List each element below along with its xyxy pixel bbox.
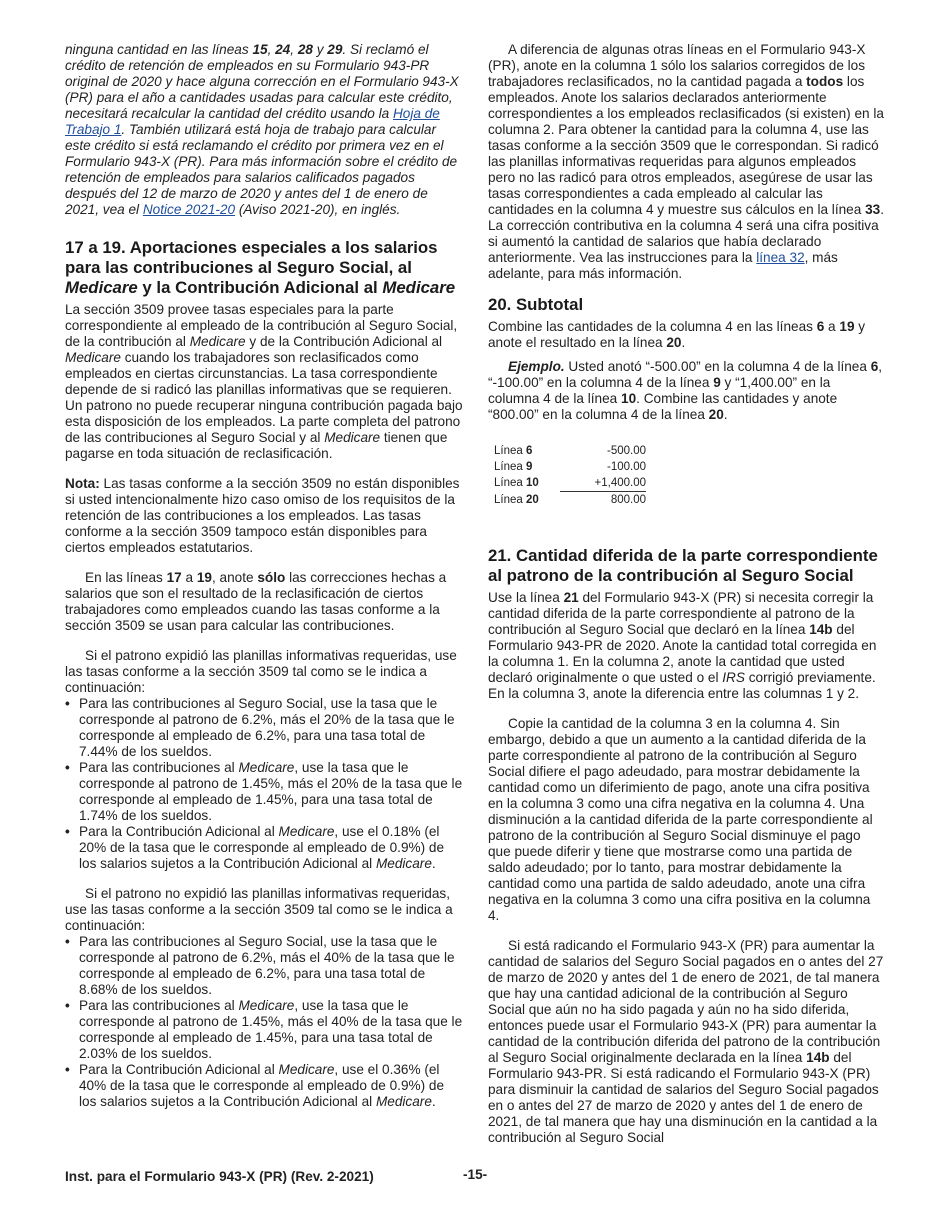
increase-decrease-paragraph: Si está radicando el Formulario 943-X (PR) para aumentar la cantidad de salarios del Seguro Social pagados en o antes del 27 de marzo de 2020 y antes del 1 de enero de 2021, de tal manera que hay una cantidad adicional de la contribución al Seguro Social que aún no ha sido pagada y aún no ha sido diferida, entonces puede usar el Formulario 943-X (PR) para aumentar la cantidad de la contribución diferida del patrono de la contribución al Seguro Social originalmente declarada en la línea 14b del Formulario 943-PR. Si está radicando el Formulario 943-X (PR) para disminuir la cantidad de salarios del Seguro Social pagados en o antes del 27 de marzo de 2020 y antes del 1 de enero de 2021, de tal manera que hay una disminución en la cantidad a la contribución al Seguro Social — [488, 938, 884, 1145]
section-3509-paragraph: La sección 3509 provee tasas especiales para la parte correspondiente al empleado de la contribución al Seguro Social, de la contribución al Medicare y de la Contribución Adicional al Medicare cuando los trabajadores son reclasificados como empleados en ciertas circunstancias. La tasa correspondiente depende de si radicó las planillas informativas que se requieren. Un patrono no puede recuperar ninguna contribución pagada bajo esta disposición de los empleados. La parte completa del patrono de las contribuciones al Seguro Social y al Medicare tienen que pagarse en toda situación de reclasificación. — [65, 302, 463, 461]
list-item: • Para la Contribución Adicional al Medicare, use el 0.36% (el 40% de la tasa que le corresponde al empleado de 0.9%) de los salarios sujetos a la Contribución Adicional al Medicare. — [65, 1062, 465, 1110]
copy-column-paragraph: Copie la cantidad de la columna 3 en la columna 4. Sin embargo, debido a que un aumento a la cantidad diferida de la parte correspondiente al patrono de la contribución al Seguro Social difiere el pago adeudado, para mostrar debidamente la cantidad como un diferimiento de pago, anote una cifra positiva en la columna 3 como una cifra negativa en la columna 4. Una disminución a la cantidad diferida de la parte correspondiente al patrono de la contribución al Seguro Social disminuye el pago que puede diferir y tiene que mostrarse como una partida de saldo adeudado; por lo tanto, para mostrar debidamente la cantidad como una partida de saldo adeudado, anote una cifra negativa en la columna 3 como una cifra positiva en la columna 4. — [488, 716, 873, 923]
reclassified-workers-paragraph: A diferencia de algunas otras líneas en el Formulario 943-X (PR), anote en la columna 1 sólo los salarios corregidos de los trabajadores reclasificados, no la cantidad pagada a todos los empleados. Anote los salarios declarados anteriormente correspondientes a los empleados reclasificados (si existen) en la columna 2. Para obtener la cantidad para la columna 4, use las tasas conforme a la sección 3509 que le correspondan. Si radicó las planillas informativas requeridas para algunos empleados pero no las radicó para otros empleados, asegúrese de usar las tasas correspondientes a cada empleado al calcular las cantidades en la columna 4 y muestre sus cálculos en la línea 33. La corrección contributiva en la columna 4 será una cifra positiva si aumentó la cantidad de salarios que había declarado anteriormente. Vea las instrucciones para la línea 32, más adelante, para más información. — [488, 42, 884, 281]
line-32-link[interactable]: línea 32 — [756, 250, 805, 265]
list-item: • Para las contribuciones al Seguro Social, use la tasa que le corresponde al patrono de 6.2%, más el 40% de la tasa que le corresponde al empleado de 6.2%, para una tasa total de 8.68% de los sueldos. — [65, 934, 465, 998]
filed-rates-list — [65, 696, 465, 872]
filed-returns-paragraph: Si el patrono expidió las planillas informativas requeridas, use las tasas conforme a la sección 3509 tal como se le indica a continuación: — [65, 648, 457, 695]
credit-continuation-paragraph: ninguna cantidad en las líneas 15, 24, 28 y 29. Si reclamó el crédito de retención de empleados en su Formulario 943-PR original de 2020 y hace alguna corrección en el Formulario 943-X (PR) para el año a cantidades usadas para calcular este crédito, necesitará recalcular la cantidad del crédito usando la Hoja de Trabajo 1. También utilizará está hoja de trabajo para calcular este crédito si está reclamando el crédito por primera vez en el Formulario 943-X (PR). Para más información sobre el crédito de retención de empleados para salarios calificados pagados después del 12 de marzo de 2020 y antes del 1 de enero de 2021, vea el Notice 2021-20 (Aviso 2021-20), en inglés. — [65, 42, 459, 217]
line-21-paragraph: Use la línea 21 del Formulario 943-X (PR) si necesita corregir la cantidad diferida de la parte correspondiente al patrono de la contribución al Seguro Social que declaró en la línea 14b del Formulario 943-PR de 2020. Anote la cantidad total corregida en la columna 1. En la columna 2, anote la cantidad que usted declaró originalmente o que usted o el IRS corrigió previamente. En la columna 3, anote la diferencia entre las columnas 1 y 2. — [488, 590, 877, 701]
table-row: Línea 10 +1,400.00 — [494, 475, 646, 492]
subtotal-paragraph: Combine las cantidades de la columna 4 en las líneas 6 a 19 y anote el resultado en la línea 20. — [488, 319, 866, 350]
lines-17-19-paragraph: En las líneas 17 a 19, anote sólo las correcciones hechas a salarios que son el resultado de la reclasificación de ciertos trabajadores como empleados cuando las tasas conforme a la sección 3509 se usan para calcular las contribuciones. — [65, 570, 447, 633]
heading-lines-17-19: 17 a 19. Aportaciones especiales a los salarios para las contribuciones al Seguro Social, al Medicare y la Contribución Adicional al Medicare — [65, 238, 456, 297]
footer-form-title: Inst. para el Formulario 943-X (PR) (Rev. 2-2021) — [65, 1169, 374, 1184]
not-filed-returns-paragraph: Si el patrono no expidió las planillas informativas requeridas, use las tasas conforme a la sección 3509 tal como se le indica a continuación: — [65, 886, 453, 933]
notice-2021-20-link[interactable]: Notice 2021-20 — [142, 202, 236, 217]
example-paragraph: Ejemplo. Usted anotó “-500.00” en la columna 4 de la línea 6, “-100.00” en la columna 4 de la línea 9 y “1,400.00” en la columna 4 de la línea 10. Combine las cantidades y anote “800.00” en la columna 4 de la línea 20. — [488, 359, 883, 422]
note-paragraph: Nota: Las tasas conforme a la sección 3509 no están disponibles si usted intencionalmente hizo caso omiso de los requisitos de la retención de las contribuciones a los empleados. Las tasas conforme a la sección 3509 tampoco están disponibles para ciertos empleados estatutarios. — [65, 476, 460, 555]
right-column — [488, 42, 885, 1146]
left-column — [65, 42, 465, 1110]
page-number: -15- — [463, 1167, 488, 1182]
list-item: • Para las contribuciones al Seguro Social, use la tasa que le corresponde al patrono de 6.2%, más el 20% de la tasa que le corresponde al empleado de 6.2%, para una tasa total de 7.44% de los sueldos. — [65, 696, 465, 760]
list-item: • Para las contribuciones al Medicare, use la tasa que le corresponde al patrono de 1.45%, más el 20% de la tasa que le corresponde al empleado de 1.45%, para una tasa total de 1.74% de los sueldos. — [65, 760, 465, 824]
not-filed-rates-list — [65, 934, 465, 1110]
list-item: • Para las contribuciones al Medicare, use la tasa que le corresponde al patrono de 1.45%, más el 40% de la tasa que le corresponde al empleado de 1.45%, para una tasa total de 2.03% de los sueldos. — [65, 998, 465, 1062]
heading-line-20: 20. Subtotal — [488, 295, 584, 314]
worksheet-1-link[interactable]: Hoja de Trabajo 1 — [65, 106, 440, 137]
list-item: • Para la Contribución Adicional al Medicare, use el 0.18% (el 20% de la tasa que le corresponde al empleado de 0.9%) de los salarios sujetos a la Contribución Adicional al Medicare. — [65, 824, 465, 872]
table-row: Línea 9 -100.00 — [494, 461, 646, 473]
example-summary-table — [494, 443, 646, 508]
table-row: Línea 20 800.00 — [494, 493, 646, 506]
heading-line-21: 21. Cantidad diferida de la parte correspondiente al patrono de la contribución al Seguro Social — [488, 546, 878, 585]
table-row: Línea 6 -500.00 — [494, 445, 646, 457]
